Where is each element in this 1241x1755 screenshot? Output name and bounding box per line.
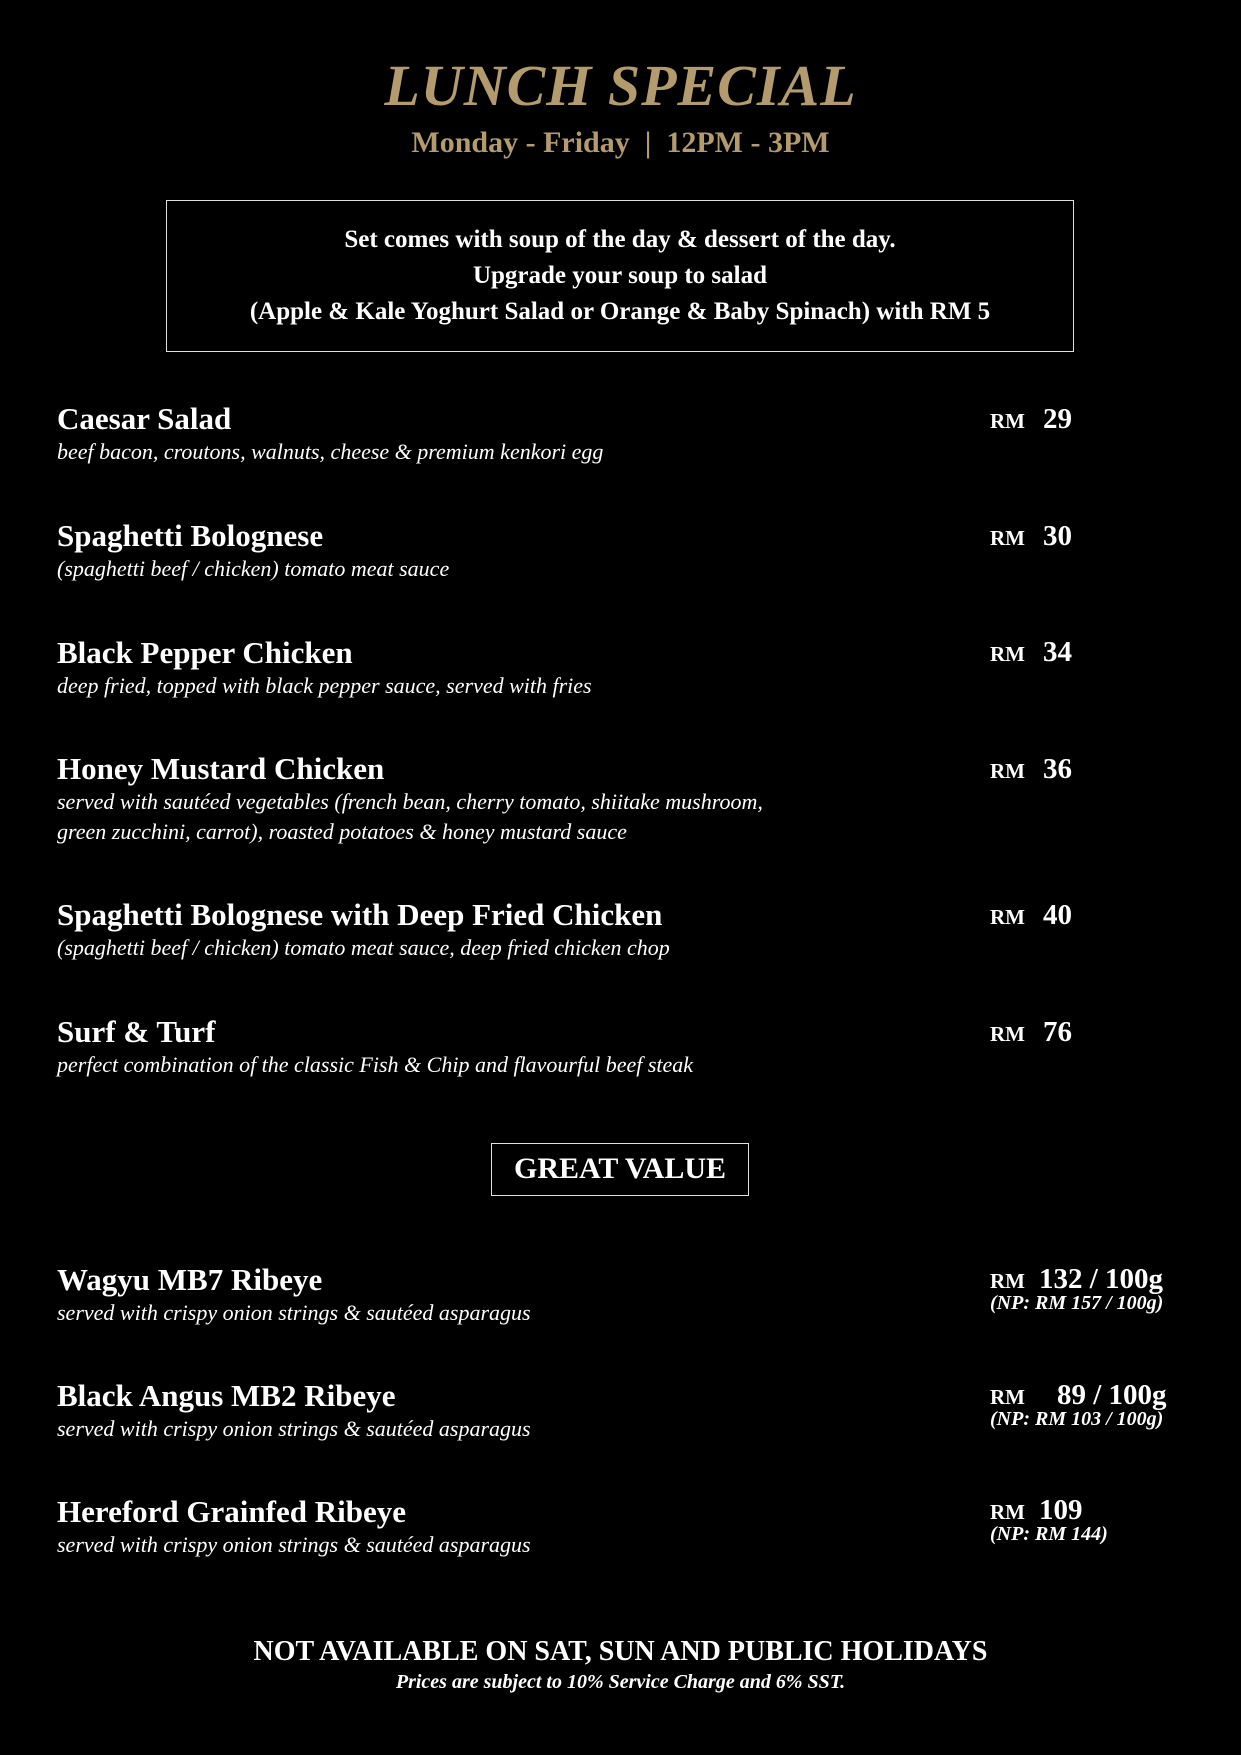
currency-label: RM [990,905,1025,929]
set-info-box [166,200,1074,352]
item-price [990,1379,1167,1431]
currency-label: RM [990,1022,1025,1046]
item-name: Wagyu MB7 Ribeye [57,1262,323,1297]
service-charge-note: Prices are subject to 10% Service Charge and 6% SST. [395,1671,846,1693]
item-description: served with sautéed vegetables (french bean, cherry tomato, shiitake mushroom, [57,789,763,814]
item-price [990,1494,1108,1546]
menu-title: LUNCH SPECIAL [384,53,857,118]
price-amount: 76 [1043,1016,1072,1048]
item-description: perfect combination of the classic Fish & Chip and flavourful beef steak [57,1052,694,1077]
item-name: Surf & Turf [57,1014,216,1049]
item-name: Black Angus MB2 Ribeye [57,1378,396,1413]
currency-label: RM [990,1500,1025,1524]
item-name: Black Pepper Chicken [57,635,353,670]
price-amount: 36 [1043,753,1072,785]
price-amount: 29 [1043,403,1072,435]
item-name: Spaghetti Bolognese with Deep Fried Chicken [57,897,663,932]
item-description: served with crispy onion strings & sautéed asparagus [57,1532,531,1557]
item-price [990,753,1072,786]
price-amount: 132 / 100g [1039,1263,1164,1295]
price-amount: 89 / 100g [1057,1379,1167,1411]
item-description: deep fried, topped with black pepper sauce, served with fries [57,673,592,698]
currency-label: RM [990,1385,1025,1409]
item-description: beef bacon, croutons, walnuts, cheese & premium kenkori egg [57,439,604,464]
item-price [990,899,1072,932]
item-description: served with crispy onion strings & sautéed asparagus [57,1416,531,1441]
info-line: Upgrade your soup to salad [472,262,768,289]
normal-price: (NP: RM 103 / 100g) [990,1408,1164,1430]
price-amount: 34 [1043,636,1072,668]
currency-label: RM [990,759,1025,783]
item-description: green zucchini, carrot), roasted potatoes & honey mustard sauce [57,819,627,844]
item-description: (spaghetti beef / chicken) tomato meat sauce [57,556,450,581]
normal-price: (NP: RM 157 / 100g) [990,1292,1164,1314]
normal-price: (NP: RM 144) [990,1523,1108,1545]
item-name: Spaghetti Bolognese [57,518,324,553]
item-price [990,1016,1072,1049]
item-name: Honey Mustard Chicken [57,751,385,786]
price-amount: 30 [1043,520,1072,552]
currency-label: RM [990,642,1025,666]
hours-subtitle: Monday - Friday | 12PM - 3PM [411,126,830,159]
item-description: (spaghetti beef / chicken) tomato meat sauce, deep fried chicken chop [57,935,670,960]
item-name: Caesar Salad [57,401,232,436]
info-line: Set comes with soup of the day & dessert of the day. [344,226,896,253]
currency-label: RM [990,409,1025,433]
info-line: (Apple & Kale Yoghurt Salad or Orange & Baby Spinach) with RM 5 [249,298,991,325]
availability-notice: NOT AVAILABLE ON SAT, SUN AND PUBLIC HOLIDAYS [253,1636,988,1667]
price-amount: 40 [1043,899,1072,931]
great-value-badge: GREAT VALUE [491,1143,749,1196]
currency-label: RM [990,1269,1025,1293]
currency-label: RM [990,526,1025,550]
item-description: served with crispy onion strings & sautéed asparagus [57,1300,531,1325]
price-amount: 109 [1039,1494,1083,1526]
item-price [990,636,1072,669]
item-price [990,403,1072,436]
item-price [990,520,1072,553]
item-price [990,1263,1163,1315]
item-name: Hereford Grainfed Ribeye [57,1494,406,1529]
